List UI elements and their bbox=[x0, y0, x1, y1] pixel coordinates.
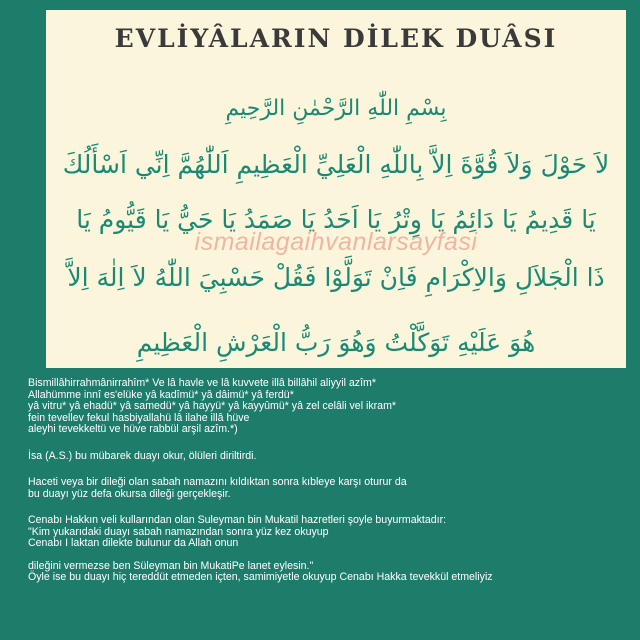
paragraph-hacet-line: bu duayı yüz defa okursa dileği gerçekleşir. bbox=[28, 487, 231, 500]
transliteration-line: aleyhi tevekkeltü ve hüve rabbül arşil azîm.*) bbox=[28, 423, 238, 435]
prayer-card bbox=[46, 10, 626, 368]
arabic-line-3: ذَا الْجَلاَلِ وَالاِكْرَامِ فَاِنْ تَوَلَّوْا فَقُلْ حَسْبِيَ اللّٰهُ لاَ اِلٰهَ اِلاَّ bbox=[67, 263, 605, 292]
transliteration-line: Allahümme innî es'elüke yâ kadîmü* yâ dâimü* yâ ferdü* bbox=[28, 388, 294, 401]
watermark: ismailagaihvanlarsayfasi bbox=[194, 228, 478, 256]
paragraph-suleyman-line: "Kim yukarıdaki duayı sabah namazından sonra yüz kez okuyup bbox=[28, 525, 329, 538]
arabic-line-4: هُوَ عَلَيْهِ تَوَكَّلْتُ وَهُوَ رَبُّ الْعَرْشِ الْعَظِيمِ bbox=[136, 328, 536, 357]
description-text bbox=[28, 378, 633, 584]
paragraph-suleyman-line: Cenabı I laktan dilekte bulunur da Allah onun bbox=[28, 537, 239, 549]
transliteration-line: yâ vitru* yâ ehadü* yâ samedü* yâ hayyü* yâ kayyûmü* yâ zel celâli vel ikram* bbox=[28, 400, 397, 412]
paragraph-closing-line: Öyle ise bu duayı hiç tereddüt etmeden içten, samimiyetle okuyup Cenabı Hakka tevekkül etmeliyiz bbox=[28, 571, 493, 583]
paragraph-suleyman-line: Cenabı Hakkın veli kullarından olan Suleyman bin Mukatil hazretleri şoyle buyurmaktadır: bbox=[28, 514, 447, 526]
arabic-bismillah: بِسْمِ اللّٰهِ الرَّحْمٰنِ الرَّحِيمِ bbox=[225, 96, 447, 121]
transliteration-line: Bismillâhirrahmânirrahîm* Ve lâ havle ve lâ kuvvete illâ billâhil aliyyil azîm* bbox=[28, 377, 376, 389]
arabic-line-1: لاَ حَوْلَ وَلاَ قُوَّةَ اِلاَّ بِاللّٰهِ الْعَلِيِّ الْعَظِيمِ اَللّٰهُمَّ اِنِّي اَسْأَلُكَ bbox=[62, 150, 610, 179]
transliteration-line: fein tevellev fekul hasbiyallahü lâ ilahe illâ hüve bbox=[28, 411, 250, 424]
paragraph-isa: İsa (A.S.) bu mübarek duayı okur, ölüleri diriltirdi. bbox=[28, 449, 257, 462]
page-title: EVLİYÂLARIN DİLEK DUÂSI bbox=[114, 24, 558, 53]
paragraph-hacet-line: Haceti veya bir dileği olan sabah namazını kıldıktan sonra kıbleye karşı oturur da bbox=[28, 476, 407, 488]
paragraph-closing-line: dileğini vermezse ben Süleyman bin MukatiPe lanet eylesin." bbox=[28, 559, 314, 572]
arabic-line-2: يَا قَدِيمُ يَا دَائِمُ يَا وِتْرُ يَا اَحَدُ يَا صَمَدُ يَا حَيُّ يَا قَيُّومُ يَا bbox=[76, 205, 596, 234]
